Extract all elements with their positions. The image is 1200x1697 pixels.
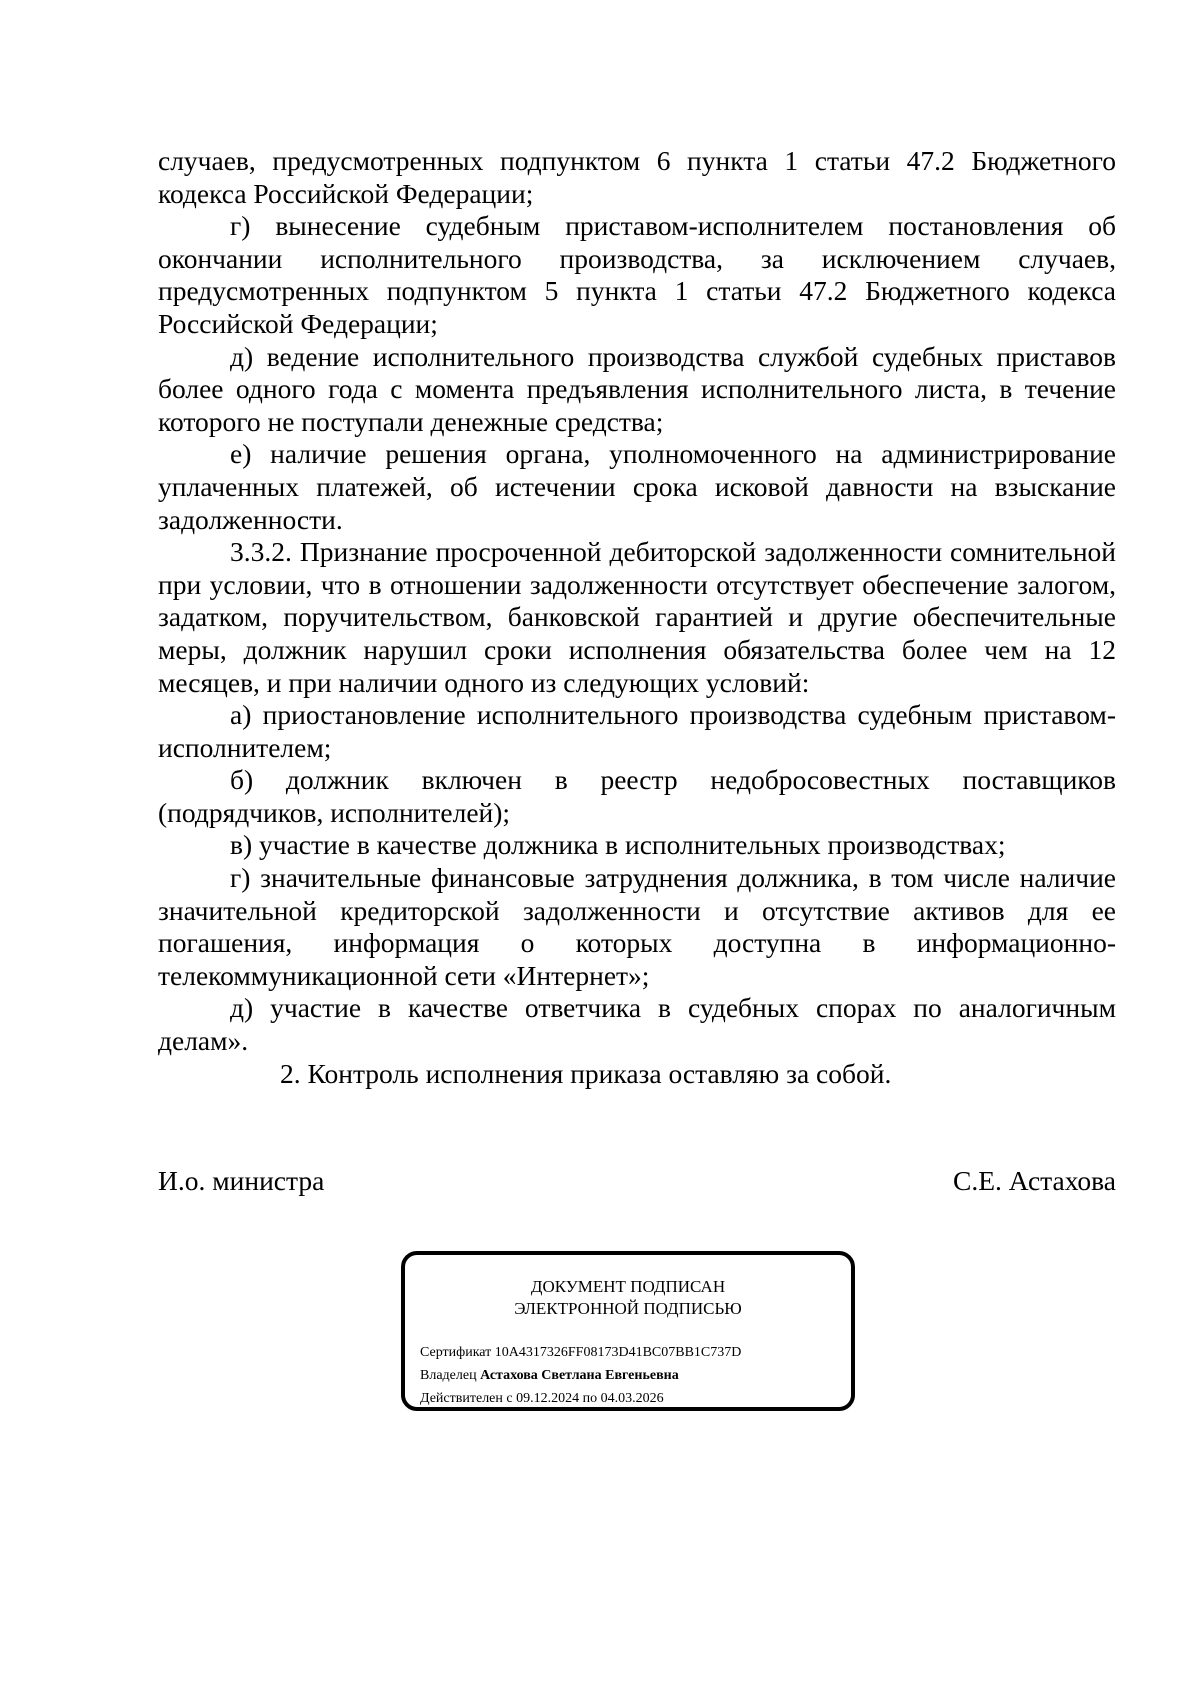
- paragraph: г) значительные финансовые затруднения должника, в том числе наличие значительной кредиторской задолженности и отсутствие активов для ее погашения, информация о которых доступна в информационно-телекоммуникационной сети «Интернет»;: [158, 862, 1116, 991]
- stamp-validity: [420, 1387, 851, 1410]
- stamp-certificate: [420, 1341, 851, 1364]
- paragraph: в) участие в качестве должника в исполнительных производствах;: [230, 829, 1006, 861]
- valid-to-label: по: [582, 1391, 598, 1406]
- paragraph: е) наличие решения органа, уполномоченного на администрирование уплаченных платежей, об истечении срока исковой давности на взыскание задолженности.: [158, 438, 1116, 535]
- stamp-owner: [420, 1364, 851, 1387]
- signatory-name: С.Е. Астахова: [953, 1165, 1116, 1196]
- valid-to: 04.03.2026: [600, 1391, 664, 1406]
- paragraph: случаев, предусмотренных подпунктом 6 пункта 1 статьи 47.2 Бюджетного кодекса Российской Федерации;: [158, 145, 1116, 209]
- electronic-signature-stamp: [401, 1251, 855, 1411]
- paragraph: б) должник включен в реестр недобросовестных поставщиков (подрядчиков, исполнителей);: [158, 764, 1116, 828]
- owner-label: Владелец: [420, 1368, 477, 1383]
- paragraph: а) приостановление исполнительного производства судебным приставом-исполнителем;: [158, 699, 1116, 763]
- paragraph: 2. Контроль исполнения приказа оставляю за собой.: [280, 1057, 892, 1089]
- certificate-label: Сертификат: [420, 1345, 492, 1360]
- signatory-position: И.о. министра: [158, 1165, 325, 1196]
- paragraph: г) вынесение судебным приставом-исполнителем постановления об окончании исполнительного производства, за исключением случаев, предусмотренных подпунктом 5 пункта 1 статьи 47.2 Бюджетного кодекса Российской Федерации;: [158, 210, 1116, 339]
- valid-label: Действителен с: [420, 1391, 513, 1406]
- owner-value: Астахова Светлана Евгеньевна: [480, 1368, 679, 1383]
- paragraph: 3.3.2. Признание просроченной дебиторской задолженности сомнительной при условии, что в отношении задолженности отсутствует обеспечение залогом, задатком, поручительством, банковской гарантией и другие обеспечительные меры, должник нарушил сроки исполнения обязательства более чем на 12 месяцев, и при наличии одного из следующих условий:: [158, 536, 1116, 698]
- stamp-title-line: ЭЛЕКТРОННОЙ ПОДПИСЬЮ: [514, 1299, 742, 1318]
- stamp-title: [405, 1276, 851, 1320]
- paragraph: д) участие в качестве ответчика в судебных спорах по аналогичным делам».: [158, 992, 1116, 1057]
- document-body: [158, 145, 1116, 1090]
- stamp-title-line: ДОКУМЕНТ ПОДПИСАН: [530, 1277, 726, 1296]
- valid-from: 09.12.2024: [516, 1391, 580, 1406]
- certificate-value: 10A4317326FF08173D41BC07BB1C737D: [494, 1345, 742, 1360]
- paragraph: д) ведение исполнительного производства службой судебных приставов более одного года с момента предъявления исполнительного листа, в течение которого не поступали денежные средства;: [158, 340, 1116, 437]
- stamp-details: [420, 1341, 851, 1410]
